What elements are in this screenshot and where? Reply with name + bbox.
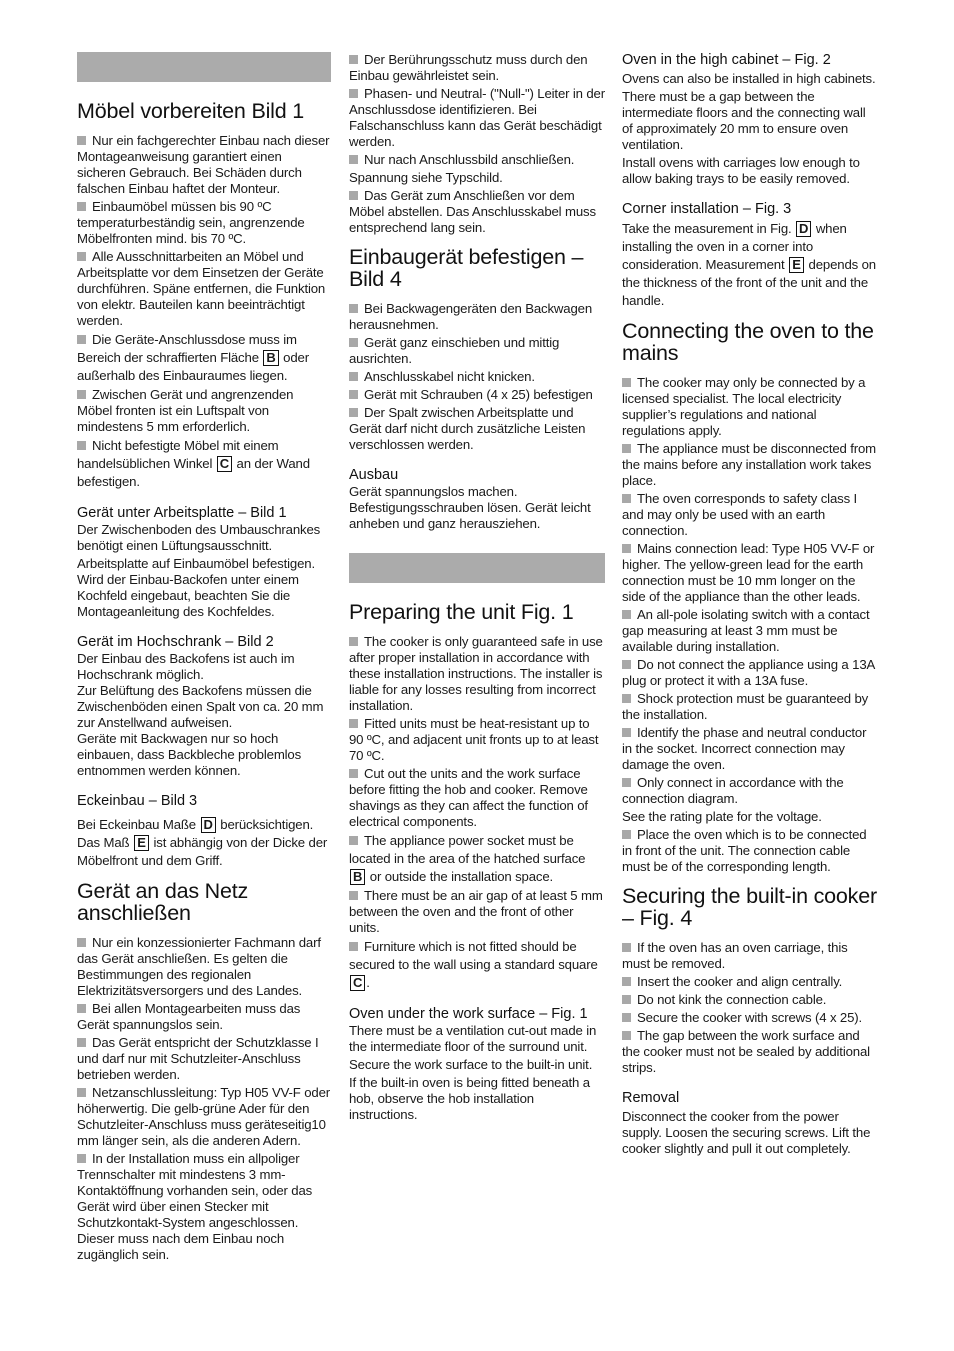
bullet-paragraph: If the oven has an oven carriage, this must be removed. xyxy=(622,940,878,972)
label-box-e: E xyxy=(134,835,149,851)
bullet-paragraph: The oven corresponds to safety class I and may only be used with an earth connection. xyxy=(622,491,878,539)
text-span: . xyxy=(366,975,370,990)
bullet-paragraph xyxy=(77,437,331,491)
bullet-paragraph: Das Gerät zum Anschließen vor dem Möbel abstellen. Das Anschlusskabel muss entsprechend lang sein. xyxy=(349,188,605,236)
text-span: when installing the oven in a corner into consideration. Measurement xyxy=(622,221,847,272)
bullet-paragraph: Nur ein fachgerechter Einbau nach dieser Montageanweisung garantiert einen sicheren Gebrauch. Bei Schäden durch falschen Einbau haftet der Monteur. xyxy=(77,133,330,196)
bullet-paragraph xyxy=(349,832,605,886)
bullet-paragraph: The cooker is only guaranteed safe in use after proper installation in accordance with these installation instructions. The installer is liable for any losses resulting from incorrect installation. xyxy=(349,634,605,714)
paragraph: See the rating plate for the voltage. xyxy=(622,809,822,824)
bullet-paragraph: Place the oven which is to be connected in front of the unit. The connection cable must be of the corresponding length. xyxy=(622,827,878,875)
paragraph: Zur Belüftung des Backofens müssen die Zwischenböden einen Spalt von ca. 20 mm zur Anstellwand aufweisen. xyxy=(77,683,324,730)
paragraph: Der Einbau des Backofens ist auch im Hochschrank möglich. xyxy=(77,651,295,682)
bullet-paragraph: Mains connection lead: Type H05 VV-F or higher. The yellow-green lead for the earth connection must be 10 mm longer on the side of the appliance than the other leads. xyxy=(622,541,878,605)
bullet-paragraph: The appliance must be disconnected from the mains before any installation work takes place. xyxy=(622,441,876,488)
paragraph: Der Zwischenboden des Umbauschrankes benötigt einen Lüftungsausschnitt. xyxy=(77,522,321,553)
column-mixed-2 xyxy=(349,52,605,1123)
heading-securing-cooker: Securing the built-in cooker – Fig. 4 xyxy=(622,884,877,930)
bullet-paragraph: Fitted units must be heat-resistant up to 90 ºC, and adjacent unit fronts up to at least 70 ºC. xyxy=(349,716,605,764)
bullet-paragraph: The gap between the work surface and the cooker must not be sealed by additional strips. xyxy=(622,1028,878,1076)
heading-netz-anschliessen: Gerät an das Netz anschließen xyxy=(77,879,249,925)
paragraph: Ovens can also be installed in high cabinets. xyxy=(622,71,876,86)
bullet-paragraph: Only connect in accordance with the connection diagram. xyxy=(622,775,878,807)
bullet-paragraph: There must be an air gap of at least 5 mm between the oven and the front of other units. xyxy=(349,888,605,936)
paragraph: Disconnect the cooker from the power supply. Loosen the securing screws. Lift the cooker slightly and pull it out completely. xyxy=(622,1109,871,1156)
text-span: Take the measurement in Fig. xyxy=(622,221,792,236)
label-box-c: C xyxy=(350,975,365,991)
text-span: Bei Eckeinbau Maße xyxy=(77,817,196,832)
subheading-eckeinbau: Eckeinbau – Bild 3 xyxy=(77,793,198,809)
label-box-c: C xyxy=(217,456,232,472)
paragraph: Install ovens with carriages low enough to allow baking trays to be easily removed. xyxy=(622,155,860,186)
bullet-paragraph: Zwischen Gerät und angrenzenden Möbel fronten ist ein Luftspalt von mindestens 5 mm erforderlich. xyxy=(77,387,331,435)
bullet-paragraph: Phasen- und Neutral- ("Null-") Leiter in der Anschlussdose identifizieren. Bei Falschanschluss kann das Gerät beschädigt werden. xyxy=(349,86,605,149)
bullet-paragraph: Gerät ganz einschieben und mittig ausrichten. xyxy=(349,335,605,367)
bullet-paragraph: Identify the phase and neutral conductor in the socket. Incorrect connection may damage the oven. xyxy=(622,725,878,773)
bullet-paragraph: Shock protection must be guaranteed by the installation. xyxy=(622,691,878,723)
paragraph: Spannung siehe Typschild. xyxy=(349,170,503,185)
text-span: Nicht befestigte Möbel mit einem handelsüblichen Winkel xyxy=(77,438,279,471)
text-span: Die Geräte-Anschlussdose muss im Bereich der schraffierten Fläche xyxy=(77,332,297,365)
bullet-paragraph: Nur ein konzessionierter Fachmann darf das Gerät anschließen. Es gelten die Bestimmungen des regionalen Elektrizitätsversorgers und des Landes. xyxy=(77,935,331,999)
text-span: depends on the thickness of the front of the unit and the handle. xyxy=(622,257,876,308)
column-german-1 xyxy=(77,52,331,1263)
paragraph: Arbeitsplatte auf Einbaumöbel befestigen. xyxy=(77,556,315,571)
paragraph: Geräte mit Backwagen nur so hoch einbauen, dass Backbleche problemlos entnommen werden können. xyxy=(77,731,302,778)
text-span: an der Wand befestigen. xyxy=(77,456,310,489)
paragraph: Gerät spannungslos machen. Befestigungsschrauben lösen. Gerät leicht anheben und ganz herausziehen. xyxy=(349,484,591,531)
bullet-paragraph: Do not connect the appliance using a 13A plug or protect it with a 13A fuse. xyxy=(622,657,878,689)
bullet-paragraph: Der Berührungsschutz muss durch den Einbau gewährleistet sein. xyxy=(349,52,605,84)
label-box-b: B xyxy=(263,350,278,366)
subheading-high-cabinet: Oven in the high cabinet – Fig. 2 xyxy=(622,52,831,68)
paragraph xyxy=(77,816,331,870)
text-span: The appliance power socket must be located in the area of the hatched surface xyxy=(349,833,586,866)
heading-preparing-unit: Preparing the unit Fig. 1 xyxy=(349,600,574,624)
subheading-oven-under-work-surface: Oven under the work surface – Fig. 1 xyxy=(349,1006,588,1022)
subheading-arbeitsplatte: Gerät unter Arbeitsplatte – Bild 1 xyxy=(77,505,287,521)
bullet-paragraph: Der Spalt zwischen Arbeitsplatte und Gerät darf nicht durch zusätzliche Leisten verschlossen werden. xyxy=(349,405,605,453)
bullet-paragraph: Das Gerät entspricht der Schutzklasse I und darf nur mit Schutzleiter-Anschluss betrieben werden. xyxy=(77,1035,331,1083)
bullet-paragraph: The cooker may only be connected by a licensed specialist. The local electricity supplier’s regulations and national regulations apply. xyxy=(622,375,878,439)
paragraph xyxy=(622,220,878,310)
bullet-paragraph: Anschlusskabel nicht knicken. xyxy=(349,369,605,385)
bullet-paragraph: Bei Backwagengeräten den Backwagen herausnehmen. xyxy=(349,301,605,333)
label-box-b: B xyxy=(350,869,365,885)
paragraph: Wird der Einbau-Backofen unter einem Kochfeld eingebaut, beachten Sie die Montageanleitung des Kochfeldes. xyxy=(77,572,299,619)
bullet-paragraph xyxy=(77,331,331,385)
subheading-ausbau: Ausbau xyxy=(349,467,399,483)
section-header-bar xyxy=(77,52,331,82)
paragraph: There must be a ventilation cut-out made in the intermediate floor of the surround unit. xyxy=(349,1023,597,1054)
subheading-removal: Removal xyxy=(622,1090,680,1106)
bullet-paragraph: An all-pole isolating switch with a contact gap measuring at least 3 mm must be available during installation. xyxy=(622,607,878,655)
bullet-paragraph: Einbaumöbel müssen bis 90 ºC temperaturbeständig sein, angrenzende Möbelfronten mind. bis 70 ºC. xyxy=(77,199,331,247)
bullet-paragraph: In der Installation muss ein allpoliger Trennschalter mit mindestens 3 mm-Kontaktöffnung vorhanden sein, oder das Gerät wird über einen Stecker mit Schutzkontakt-System angeschlossen. Dieser muss nach dem Einbau noch zugänglich sein. xyxy=(77,1151,331,1263)
heading-moebel-vorbereiten: Möbel vorbereiten Bild 1 xyxy=(77,99,305,123)
label-box-d: D xyxy=(201,817,216,833)
section-header-bar xyxy=(349,553,605,583)
text-span: ist abhängig von der Dicke der Möbelfront und dem Griff. xyxy=(77,835,328,868)
bullet-paragraph: Insert the cooker and align centrally. xyxy=(622,974,878,990)
bullet-paragraph: Nur nach Anschlussbild anschließen. xyxy=(349,152,605,168)
bullet-paragraph: Netzanschlussleitung: Typ H05 VV-F oder höherwertig. Die gelb-grüne Ader für den Schutzleiter-Anschluss muss geräteseitig10 mm länger sein, als die anderen Adern. xyxy=(77,1085,331,1148)
bullet-paragraph: Alle Ausschnittarbeiten an Möbel und Arbeitsplatte vor dem Einsetzen der Geräte durchführen. Späne entfernen, die Funktion von elektr. Bauteilen kann beeinträchtigt werden. xyxy=(77,249,331,329)
paragraph: If the built-in oven is being fitted beneath a hob, observe the hob installation instructions. xyxy=(349,1075,590,1122)
column-english-3 xyxy=(622,52,878,1157)
bullet-paragraph xyxy=(349,938,605,992)
bullet-paragraph: Bei allen Montagearbeiten muss das Gerät spannungslos sein. xyxy=(77,1001,331,1033)
subheading-corner-installation: Corner installation – Fig. 3 xyxy=(622,201,792,217)
subheading-hochschrank: Gerät im Hochschrank – Bild 2 xyxy=(77,634,274,650)
label-box-d: D xyxy=(796,221,811,237)
bullet-paragraph: Cut out the units and the work surface before fitting the hob and cooker. Remove shavings as they can affect the function of electrical components. xyxy=(349,766,605,830)
text-span: Furniture which is not fitted should be secured to the wall using a standard square xyxy=(349,939,598,972)
text-span: oder außerhalb des Einbauraumes liegen. xyxy=(77,350,309,383)
heading-connecting-mains: Connecting the oven to the mains xyxy=(622,319,874,365)
paragraph: Secure the work surface to the built-in unit. xyxy=(349,1057,593,1072)
text-span: berücksichtigen. Das Maß xyxy=(77,817,314,850)
bullet-paragraph: Do not kink the connection cable. xyxy=(622,992,878,1008)
bullet-paragraph: Gerät mit Schrauben (4 x 25) befestigen xyxy=(349,387,605,403)
label-box-e: E xyxy=(789,257,804,273)
paragraph: There must be a gap between the intermediate floors and the connecting wall of approximately 20 mm to ensure oven ventilation. xyxy=(622,89,866,152)
heading-einbaugeraet-befestigen: Einbaugerät befestigen –Bild 4 xyxy=(349,245,584,291)
text-span: or outside the installation space. xyxy=(369,869,554,884)
bullet-paragraph: Secure the cooker with screws (4 x 25). xyxy=(622,1010,878,1026)
